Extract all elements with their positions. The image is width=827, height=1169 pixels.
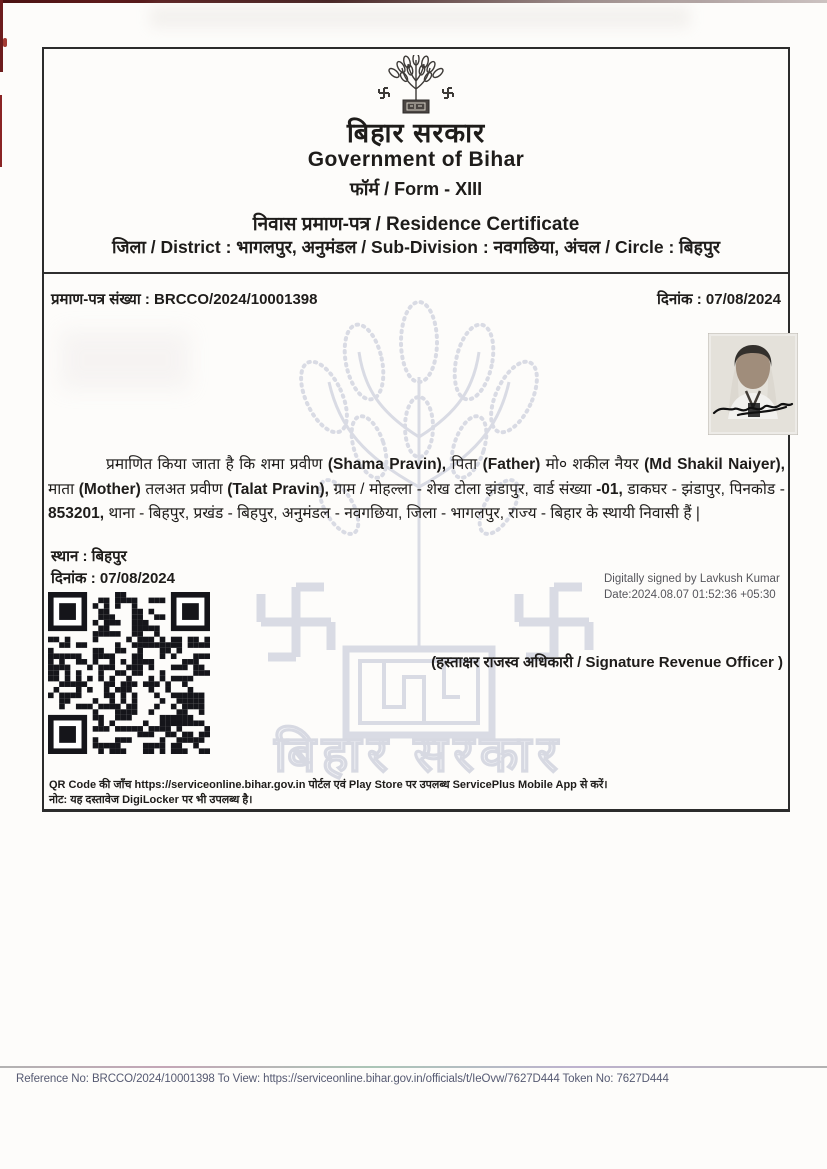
body-segment: (Md Shakil Naiyer), xyxy=(644,456,785,473)
body-segment: (Father) xyxy=(482,456,541,473)
certificate-number xyxy=(51,289,318,309)
issue-date-value: 07/08/2024 xyxy=(705,291,781,308)
body-segment: ग्राम / मोहल्ला - शेख टोला झंडापुर, वार्ड संख्या xyxy=(328,480,597,498)
govt-name-english: Government of Bihar xyxy=(307,148,525,171)
qr-code xyxy=(48,592,210,754)
scan-artifact-left-line2 xyxy=(0,95,2,167)
form-number-line: फॉर्म / Form - XIII xyxy=(349,179,483,199)
certificate-number-value: BRCCO/2024/10001398 xyxy=(154,291,318,308)
issue-date-label: दिनांक : xyxy=(657,291,702,308)
place-value: बिहपुर xyxy=(91,548,127,565)
body-segment: (Shama Pravin), xyxy=(327,456,447,473)
body-segment: -01, xyxy=(596,480,623,498)
place-label: स्थान : xyxy=(51,548,88,565)
certificate-title: निवास प्रमाण-पत्र / Residence Certificate xyxy=(252,214,580,235)
body-segment: डाकघर - झंडापुर, पिनकोड - xyxy=(622,480,785,498)
scan-artifact-red-mark xyxy=(3,38,7,47)
body-segment: माता xyxy=(48,480,79,498)
scan-smudge xyxy=(150,6,690,28)
place-line xyxy=(51,546,127,566)
body-segment: थाना - बिहपुर, प्रखंड - बिहपुर, अनुमंडल - नवगछिया, जिला - भागलपुर, राज्य - बिहार के स्थायी निवासी हैं | xyxy=(104,505,700,522)
body-segment: पिता xyxy=(446,456,483,473)
body-segment: मो० शकील नैयर xyxy=(540,456,645,473)
scan-artifact-top-line xyxy=(0,0,827,3)
district-line: जिला / District : भागलपुर, अनुमंडल / Sub-Division : नवगछिया, अंचल / Circle : बिहपुर xyxy=(111,237,721,257)
header-divider xyxy=(44,272,788,274)
body-segment: (Talat Pravin), xyxy=(227,480,329,498)
certificate-body-text xyxy=(48,453,785,527)
body-segment: तलअत प्रवीण xyxy=(140,480,228,498)
body-segment: (Mother) xyxy=(78,480,141,498)
scan-artifact-left-line xyxy=(0,0,3,72)
date-label: दिनांक : xyxy=(51,570,96,587)
govt-name-hindi: बिहार सरकार xyxy=(346,118,486,148)
date-line xyxy=(51,568,175,588)
date-value: 07/08/2024 xyxy=(99,570,175,587)
certificate-number-label: प्रमाण-पत्र संख्या : xyxy=(51,291,150,308)
certificate-border-box xyxy=(42,47,790,812)
scan-fold-line xyxy=(0,1066,827,1068)
certificate-meta-row xyxy=(51,289,781,309)
digital-signature-line2: Date:2024.08.07 01:52:36 +05:30 xyxy=(604,588,776,601)
qr-note-line1: QR Code की जाँच https://serviceonline.bihar.gov.in पोर्टल एवं Play Store पर उपलब्ध ServicePlus Mobile App से करें। xyxy=(49,779,608,791)
signature-caption: (हस्ताक्षर राजस्व अधिकारी / Signature Revenue Officer ) xyxy=(431,654,783,671)
qr-note-line2: नोट: यह दस्तावेज DigiLocker पर भी उपलब्ध है। xyxy=(49,794,253,806)
digital-signature-text xyxy=(604,572,780,603)
body-segment: प्रमाणित किया जाता है कि शमा प्रवीण xyxy=(106,456,328,473)
reference-line: Reference No: BRCCO/2024/10001398 To View: https://serviceonline.bihar.gov.in/officials/t/IeOvw/7627D444 Token No: 7627D444 xyxy=(16,1073,669,1085)
body-segment: 853201, xyxy=(48,505,105,522)
issue-date xyxy=(657,289,781,309)
bihar-emblem-logo-icon xyxy=(354,55,478,122)
applicant-photo xyxy=(708,333,798,435)
bihar-emblem-watermark-icon xyxy=(164,277,644,782)
watermark-text: बिहार सरकार xyxy=(274,726,564,782)
digital-signature-line1: Digitally signed by Lavkush Kumar xyxy=(604,573,780,585)
